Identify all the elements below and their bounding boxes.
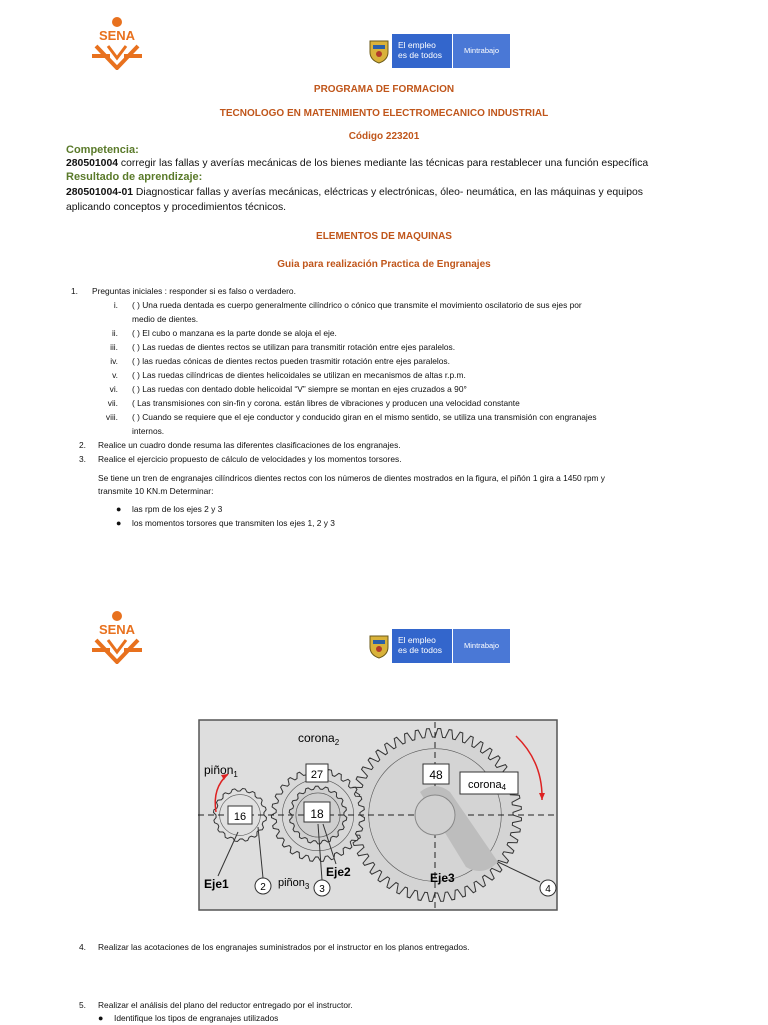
svg-text:Eje2: Eje2	[326, 865, 351, 879]
sub-question: i. ( ) Una rueda dentada es cuerpo generalmente cilíndrico o cónico que transmite el movimiento oscilatorio de sus ejes por medio de dientes.	[113, 300, 582, 324]
question-1: 1. Preguntas iniciales : responder si es falso o verdadero.	[71, 286, 296, 296]
question-list	[52, 284, 752, 530]
colombia-shield-icon	[366, 38, 392, 64]
svg-text:18: 18	[310, 807, 324, 821]
question-3: 3. Realice el ejercicio propuesto de cálculo de velocidades y los momentos torsores.	[79, 454, 402, 464]
svg-text:16: 16	[233, 811, 247, 823]
hub	[415, 795, 455, 835]
svg-text:SENA: SENA	[98, 622, 136, 637]
gear-train-diagram	[198, 712, 560, 914]
codigo-title: Código 223201	[348, 131, 420, 142]
tecnologo-title: TECNOLOGO EN MATENIMIENTO ELECTROMECANICO INDUSTRIAL	[219, 108, 549, 119]
svg-text:3: 3	[319, 884, 325, 895]
sub-question: v. ( ) Las ruedas cilíndricas de dientes helicoidales se utilizan en mecanismos de altas r.p.m.	[112, 370, 466, 380]
program-title: PROGRAMA DE FORMACION	[313, 84, 455, 95]
svg-text:corona4: corona4	[468, 779, 507, 792]
guia-title: Guia para realización Practica de Engranajes	[277, 259, 491, 270]
sub-question: iv. ( ) las ruedas cónicas de dientes rectos pueden trasmitir rotación entre ejes paralelos.	[110, 356, 450, 366]
question-3-paragraph: Se tiene un tren de engranajes cilíndricos dientes rectos con los números de dientes mostrados en la figura, el piñón 1 gira a 1450 rpm y transmite 10 KN.m Determinar:	[98, 473, 605, 496]
sena-figure-icon	[88, 16, 146, 70]
question-3-bullet: ● los momentos torsores que transmiten los ejes 1, 2 y 3	[116, 518, 335, 528]
sub-question: vi. ( ) Las ruedas con dentado doble helicoidal “V” siempre se montan en ejes cruzados a 90°	[109, 384, 467, 394]
svg-text:Eje1: Eje1	[204, 877, 229, 891]
elementos-title: ELEMENTOS DE MAQUINAS	[316, 231, 452, 242]
svg-text:piñon1: piñon$_1$	[204, 763, 238, 779]
resultado-text: 280501004-01 Diagnosticar fallas y averías mecánicas, eléctricas y electrónicas, óleo- neumática, en las máquinas y equipos aplicando conceptos y procedimientos técnicos.	[66, 187, 643, 213]
sub-question: viii. ( ) Cuando se requiere que el eje conductor y conducido giran en el mismo sentido, se utiliza una transmisión con engranajes internos.	[105, 412, 597, 436]
sena-logo-2	[88, 610, 146, 664]
svg-text:Eje3: Eje3	[430, 871, 455, 885]
gov-banner	[362, 34, 510, 68]
gov-banner-2	[362, 629, 510, 663]
svg-text:27: 27	[310, 769, 324, 781]
resultado-label: Resultado de aprendizaje:	[66, 171, 203, 183]
sub-question: ii. ( ) El cubo o manzana es la parte donde se aloja el eje.	[111, 328, 337, 338]
question-3-bullet: ● las rpm de los ejes 2 y 3	[116, 504, 223, 514]
svg-text:48: 48	[429, 768, 443, 782]
gear-train-figure	[198, 712, 560, 914]
sena-logo	[88, 16, 146, 70]
competencia-text: 280501004 corregir las fallas y averías mecánicas de los bienes mediante las técnicas para restablecer una función específica	[66, 158, 649, 169]
banner-ministry: Mintrabajo	[453, 34, 510, 68]
sub-question-list	[52, 298, 752, 438]
svg-text:4: 4	[545, 884, 551, 895]
svg-text:corona2: corona$_2$	[298, 731, 340, 747]
banner-slogan: El empleo es de todos	[392, 629, 452, 663]
banner-slogan: El empleo es de todos	[392, 34, 452, 68]
svg-text:2: 2	[260, 882, 266, 893]
competencia-label: Competencia:	[66, 144, 139, 156]
svg-text:piñon3: piñon$_3$	[278, 877, 310, 891]
sub-question: iii. ( ) Las ruedas de dientes rectos se utilizan para transmitir rotación entre ejes paralelos.	[110, 342, 456, 352]
svg-text:SENA: SENA	[98, 28, 136, 43]
question-2: 2. Realice un cuadro donde resuma las diferentes clasificaciones de los engranajes.	[79, 440, 401, 450]
banner-ministry: Mintrabajo	[453, 629, 510, 663]
sub-question: vii. ( Las transmisiones con sin-fin y corona. están libres de vibraciones y producen una velocidad constante	[107, 398, 520, 408]
colombia-shield-icon	[366, 633, 392, 659]
sena-figure-icon	[88, 610, 146, 664]
